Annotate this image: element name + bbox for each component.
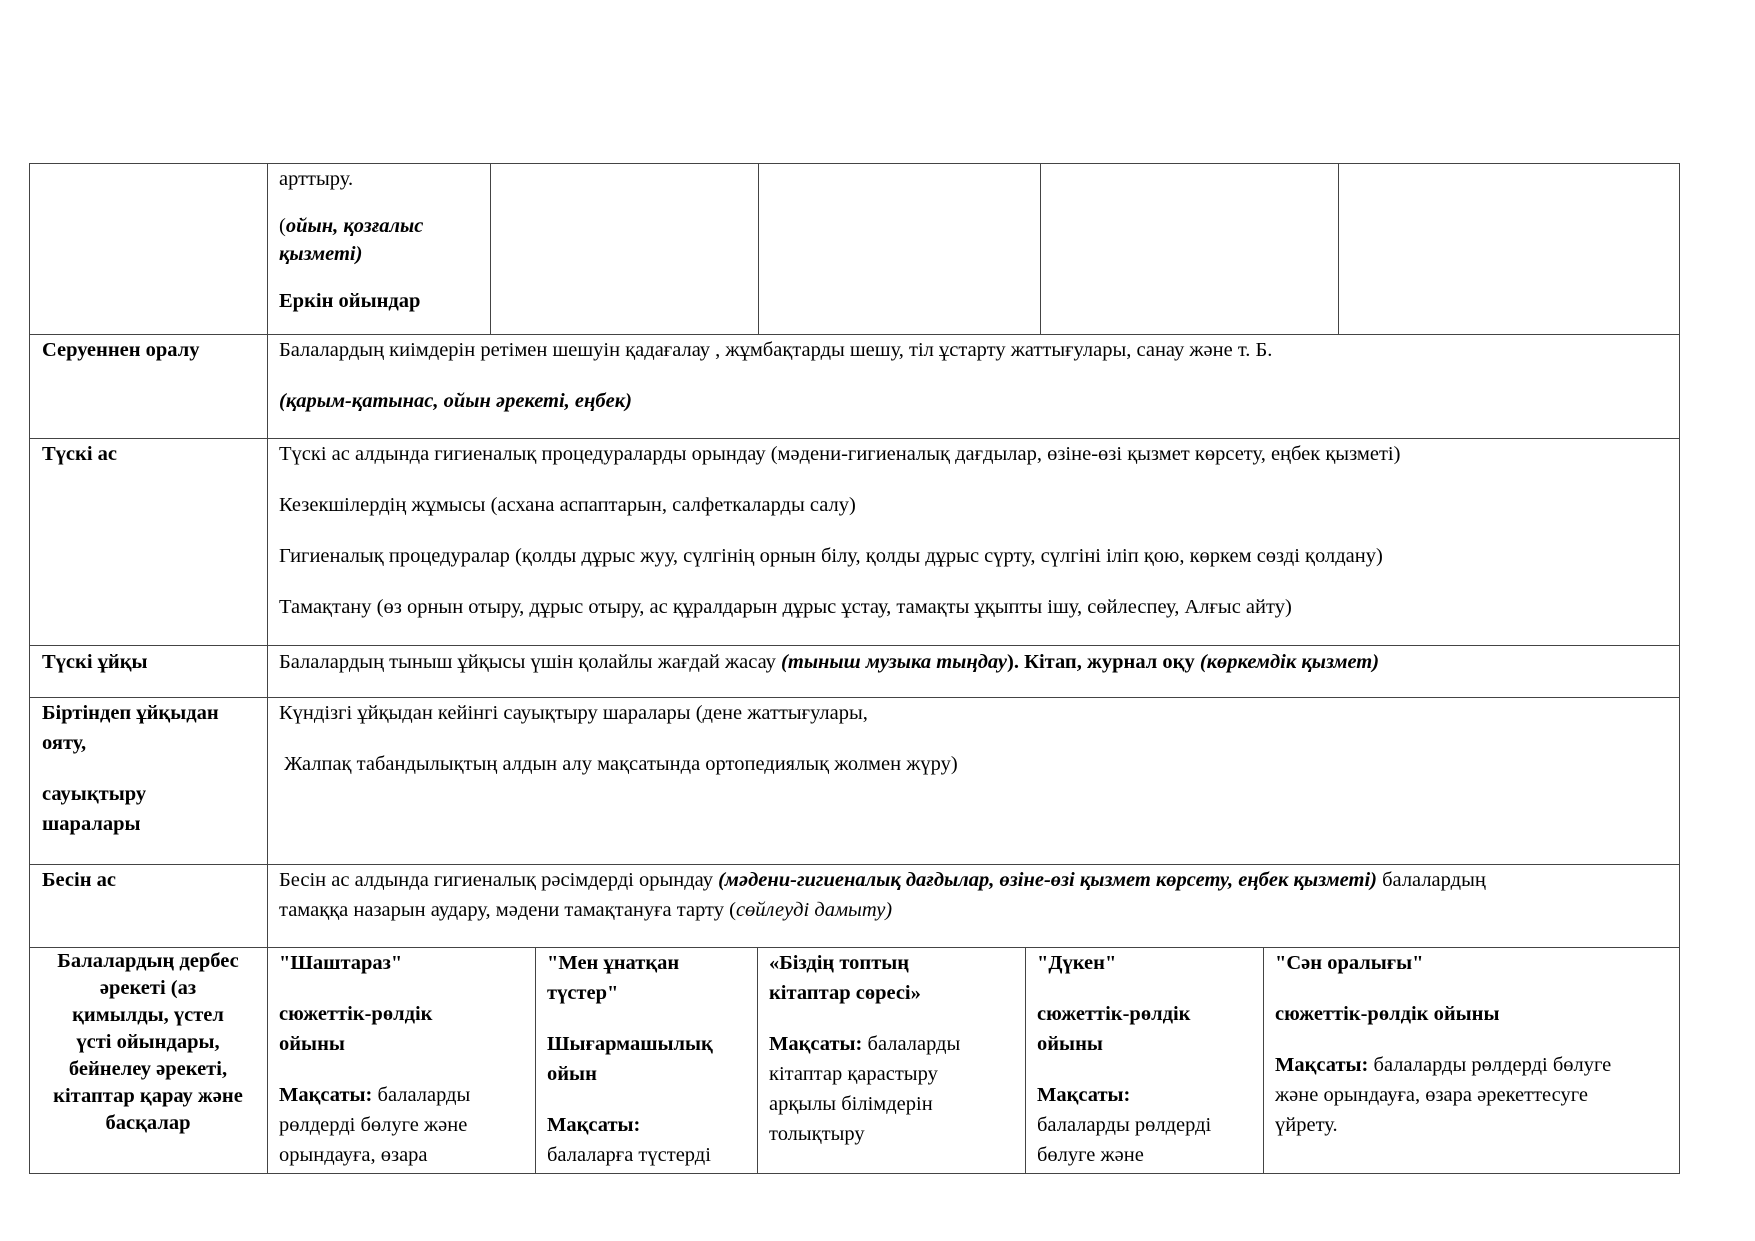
game-title: "Мен ұнатқан bbox=[547, 952, 680, 974]
game-goal: балаларды рөлдерді bbox=[1037, 1114, 1212, 1136]
row-label-independent bbox=[31, 948, 265, 1137]
game-title: "Дүкен" bbox=[1037, 952, 1117, 974]
game-goal: рөлдерді бөлуге және bbox=[279, 1114, 468, 1136]
column-divider bbox=[267, 163, 268, 1174]
column-divider bbox=[535, 947, 536, 1174]
lunch-line: Гигиеналық процедуралар (қолды дұрыс жуу, сүлгінің орнын білу, қолды дұрыс сүрту, сүлгіні іліп қою, көркем сөзді қолдану) bbox=[279, 545, 1383, 567]
game-goal: және орындауға, өзара әрекеттесуге bbox=[1275, 1084, 1588, 1106]
continued-text: арттыру. bbox=[279, 168, 354, 190]
row-label-lunch: Түскі ас bbox=[42, 443, 118, 465]
game-title: түстер" bbox=[547, 982, 619, 1004]
lunch-line: Кезекшілердің жұмысы (асхана аспаптарын, салфеткаларды салу) bbox=[279, 494, 856, 516]
game-goal: балаларға түстерді bbox=[547, 1144, 711, 1166]
wakeup-line: Күндізгі ұйқыдан кейінгі сауықтыру шаралары (дене жаттығулары, bbox=[279, 702, 868, 724]
column-divider bbox=[758, 163, 759, 335]
game-goal: Мақсаты: балаларды рөлдерді бөлуге bbox=[1275, 1054, 1612, 1076]
game-goal: кітаптар қарастыру bbox=[769, 1063, 938, 1085]
table-border-left bbox=[29, 163, 30, 1174]
row-label-wakeup: ояту, bbox=[42, 732, 87, 754]
game-goal: Мақсаты: балаларды bbox=[769, 1033, 961, 1055]
row-label-wakeup: сауықтыру bbox=[42, 783, 147, 805]
nap-text: Балалардың тыныш ұйқысы үшін қолайлы жағдай жасау (тыныш музыка тыңдау). Кітап, журнал оқу (көркемдік қызмет) bbox=[279, 651, 1380, 673]
column-divider bbox=[757, 947, 758, 1174]
row-label-return-walk: Серуеннен оралу bbox=[42, 339, 200, 361]
wakeup-line: Жалпақ табандылықтың алдын алу мақсатында ортопедиялық жолмен жүру) bbox=[279, 753, 958, 775]
lunch-line: Түскі ас алдында гигиеналық процедураларды орындау (мәдени-гигиеналық дағдылар, өзіне-өзі қызмет көрсету, еңбек қызметі) bbox=[279, 443, 1401, 465]
table-border-bottom bbox=[29, 1173, 1680, 1174]
column-divider bbox=[1263, 947, 1264, 1174]
label-line: басқалар bbox=[105, 1112, 191, 1134]
game-title: "Сән оралығы" bbox=[1275, 952, 1424, 974]
game-type: сюжеттік-рөлдік ойыны bbox=[1275, 1003, 1500, 1025]
game-type: сюжеттік-рөлдік bbox=[279, 1003, 433, 1025]
column-divider bbox=[1338, 163, 1339, 335]
game-goal: Мақсаты: балаларды bbox=[279, 1084, 471, 1106]
label-line: үсті ойындары, bbox=[76, 1031, 220, 1053]
label-line: Балалардың дербес bbox=[57, 950, 239, 972]
game-type: ойыны bbox=[279, 1033, 345, 1055]
snack-text: Бесін ас алдында гигиеналық рәсімдерді орындау (мәдени-гигиеналық дағдылар, өзіне-өзі қызмет көрсету, еңбек қызметі) балалардың bbox=[279, 869, 1486, 891]
game-type: ойыны bbox=[1037, 1033, 1103, 1055]
label-line: бейнелеу әрекеті, bbox=[68, 1058, 228, 1080]
label-line: кітаптар қарау және bbox=[53, 1085, 243, 1107]
game-type: Шығармашылық bbox=[547, 1033, 713, 1055]
game-type: сюжеттік-рөлдік bbox=[1037, 1003, 1191, 1025]
label-line: әрекеті (аз bbox=[99, 977, 197, 999]
game-goal: толықтыру bbox=[769, 1123, 865, 1145]
activity-note: (ойын, қозғалыс bbox=[279, 215, 424, 237]
game-goal: үйрету. bbox=[1275, 1114, 1338, 1136]
game-title: «Біздің топтың bbox=[769, 952, 910, 974]
game-goal: орындауға, өзара bbox=[279, 1144, 428, 1166]
row-divider bbox=[29, 645, 1680, 646]
row-label-wakeup: Біртіндеп ұйқыдан bbox=[42, 702, 219, 724]
activity-note-line: қызметі) bbox=[279, 243, 363, 265]
column-divider bbox=[490, 163, 491, 335]
free-play-label: Еркін ойындар bbox=[279, 290, 421, 312]
return-walk-text: Балалардың киімдерін ретімен шешуін қадағалау , жұмбақтарды шешу, тіл ұстарту жаттығулары, санау және т. Б. bbox=[279, 339, 1273, 361]
game-title: кітаптар сөресі» bbox=[769, 982, 921, 1004]
game-title: "Шаштараз" bbox=[279, 952, 403, 974]
column-divider bbox=[1025, 947, 1026, 1174]
column-divider bbox=[1040, 163, 1041, 335]
row-label-wakeup: шаралары bbox=[42, 813, 141, 835]
game-goal-label: Мақсаты: bbox=[1037, 1084, 1131, 1106]
lunch-line: Тамақтану (өз орнын отыру, дұрыс отыру, ас құралдарын дұрыс ұстау, тамақты ұқыпты ішу, сөйлеспеу, Алғыс айту) bbox=[279, 596, 1292, 618]
row-label-nap: Түскі ұйқы bbox=[42, 651, 148, 673]
label-line: қимылды, үстел bbox=[72, 1004, 224, 1026]
return-walk-note: (қарым-қатынас, ойын әрекеті, еңбек) bbox=[279, 390, 632, 412]
table-border-top bbox=[29, 163, 1680, 164]
table-border-right bbox=[1679, 163, 1680, 1174]
snack-text: тамаққа назарын аудару, мәдени тамақтануға тарту (сөйлеуді дамыту) bbox=[279, 899, 893, 921]
game-goal: арқылы білімдерін bbox=[769, 1093, 933, 1115]
game-type: ойын bbox=[547, 1063, 597, 1085]
game-goal: бөлуге және bbox=[1037, 1144, 1144, 1166]
row-label-snack: Бесін ас bbox=[42, 869, 116, 891]
game-goal-label: Мақсаты: bbox=[547, 1114, 641, 1136]
